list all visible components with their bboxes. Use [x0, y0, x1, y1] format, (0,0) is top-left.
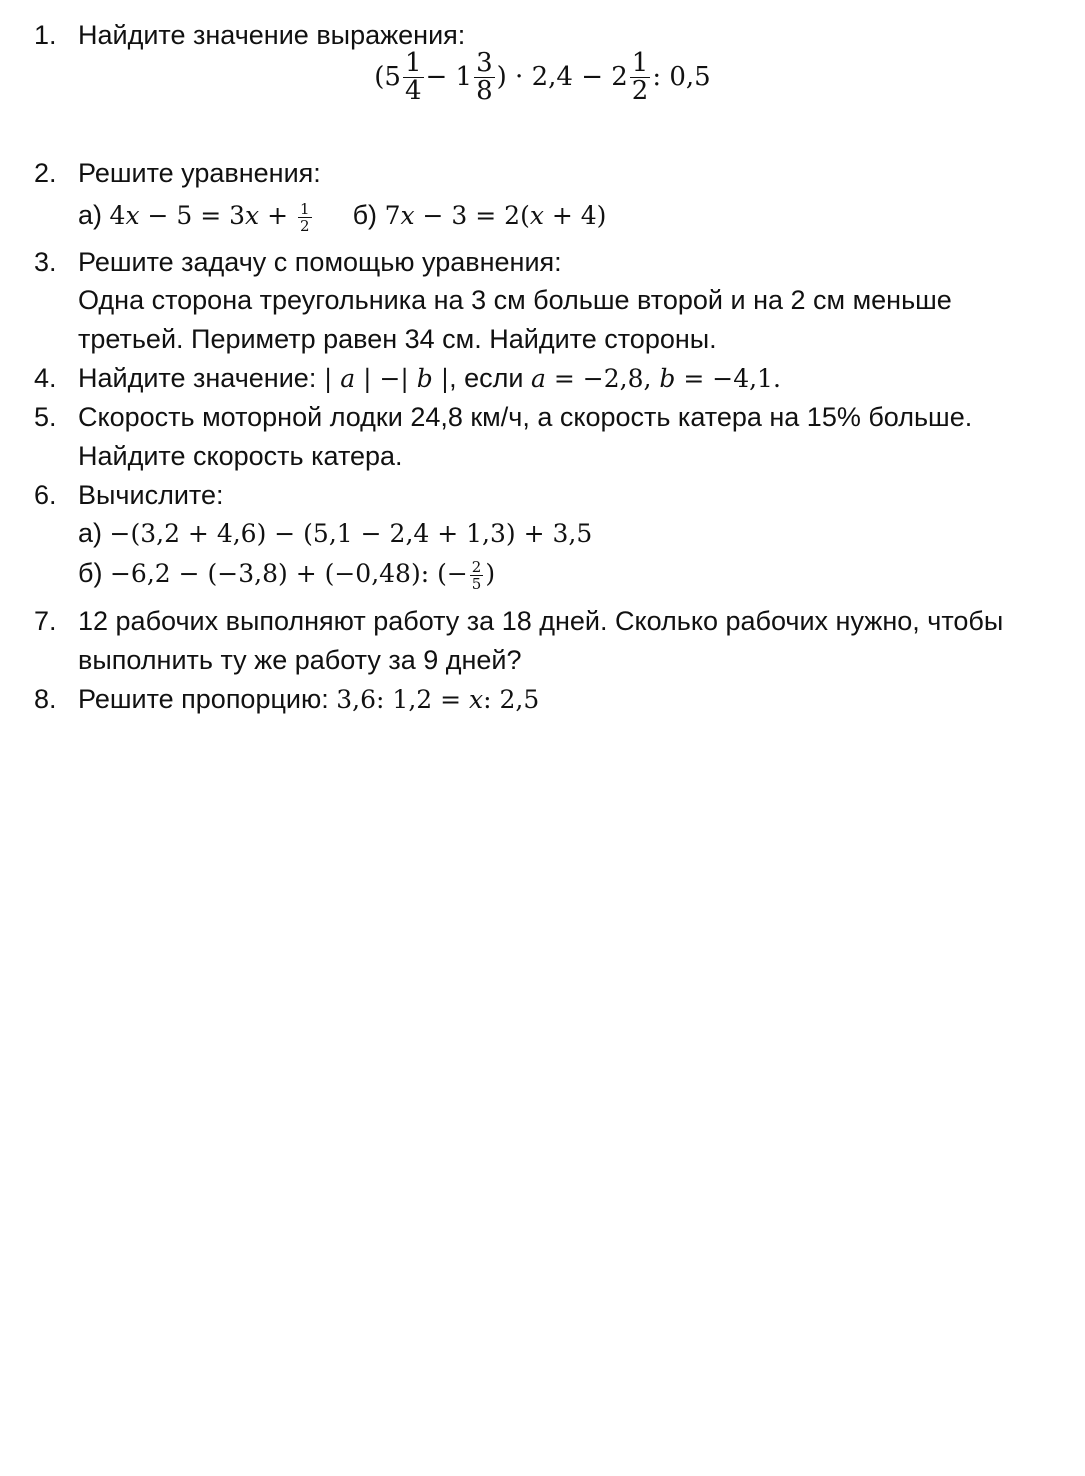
task-3-line-2: Одна сторона треугольника на 3 см больше второй и на 2 см меньше	[78, 285, 952, 315]
task-2-text: Решите уравнения:	[78, 158, 321, 188]
task-6b-label: б)	[78, 558, 103, 588]
task-6-text: Вычислите:	[78, 480, 224, 510]
task-7-line-1: 12 рабочих выполняют работу за 18 дней. Сколько рабочих нужно, чтобы	[78, 606, 1004, 636]
task-6a-expression: −(3,2 + 4,6) − (5,1 − 2,4 + 1,3) + 3,5	[109, 519, 593, 548]
task-4-condition: , если	[449, 363, 524, 393]
task-6b	[78, 556, 495, 593]
task-8-text: Решите пропорцию:	[78, 684, 329, 714]
task-4-text: Найдите значение:	[78, 363, 317, 393]
task-2-number: 2.	[34, 158, 57, 188]
task-6a-label: а)	[78, 518, 103, 548]
task-8-expression: 3,6: 1,2 = x: 2,5	[336, 685, 540, 714]
task-2b-expression: 7x − 3 = 2(x + 4)	[384, 201, 607, 230]
task-8-number: 8.	[34, 684, 57, 714]
task-5-line-1: Скорость моторной лодки 24,8 км/ч, а скорость катера на 15% больше.	[78, 402, 973, 432]
task-4-values: a = −2,8, b = −4,1.	[531, 364, 781, 393]
task-6b-expression: −6,2 − (−3,8) + (−0,48): (− $\frac{2}{5}$ )	[109, 557, 496, 593]
task-2-equations	[78, 198, 606, 235]
task-5-number: 5.	[34, 402, 57, 432]
task-2a-label: а)	[78, 200, 103, 230]
task-6-number: 6.	[34, 480, 57, 510]
task-7-number: 7.	[34, 606, 57, 636]
task-5-line-2: Найдите скорость катера.	[78, 441, 403, 471]
task-1-text: Найдите значение выражения:	[78, 20, 466, 50]
task-3-line-3: третьей. Периметр равен 34 см. Найдите стороны.	[78, 324, 717, 354]
task-3-text: Решите задачу с помощью уравнения:	[78, 247, 562, 277]
task-4-expression: | a | −| b |	[323, 364, 450, 393]
task-7-line-2: выполнить ту же работу за 9 дней?	[78, 645, 522, 675]
task-8-line	[78, 682, 539, 717]
task-2a-expression: 4x − 5 = 3x + $\frac{1}{2}$	[109, 199, 310, 235]
task-4-line	[78, 361, 781, 396]
task-6a	[78, 516, 592, 551]
task-2b-label: б)	[352, 200, 378, 230]
task-1-expression: (5 $\frac{1}{4}$ − 1 $\frac{3}{8}$ ) · 2,4 − 2 $\frac{1}{2}$ : 0,5	[374, 48, 711, 107]
task-1-number: 1.	[34, 20, 57, 50]
task-3-number: 3.	[34, 247, 57, 277]
task-4-number: 4.	[34, 363, 57, 393]
